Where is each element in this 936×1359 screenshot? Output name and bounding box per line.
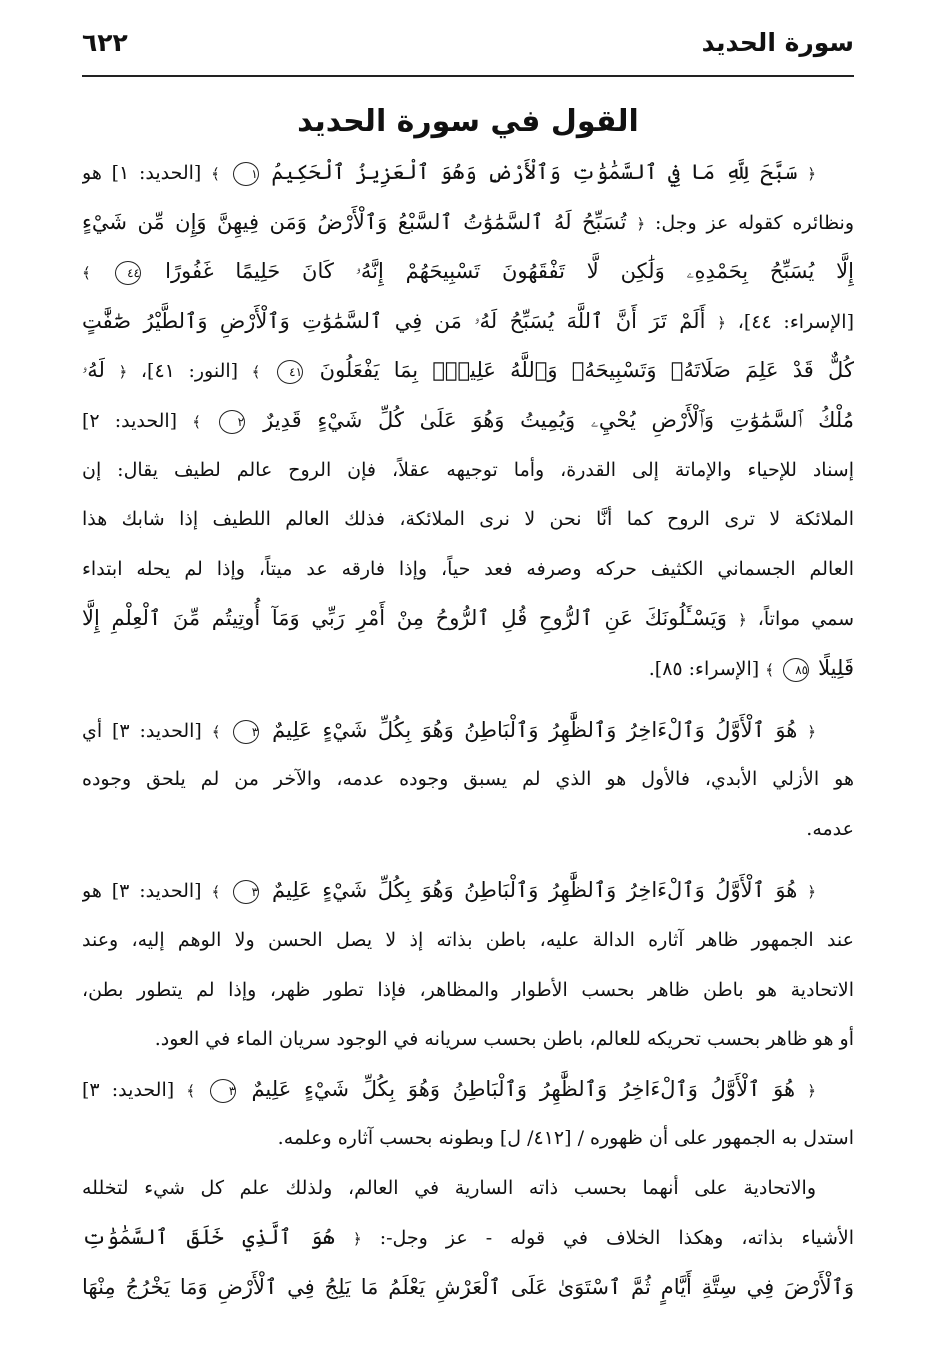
quran-verse: أَلَمْ تَرَ أَنَّ ٱللَّهَ يُسَبِّحُ لَهُۥ مَن فِي ٱلسَّمَٰوَٰتِ وَٱلْأَرْضِ وَٱلطَّيْرُ صَٰٓفَّٰتٍ: [82, 308, 706, 333]
section-title: القول في سورة الحديد: [297, 104, 639, 139]
quran-verse: كُلٌّ قَدْ عَلِمَ صَلَاتَهُۥ وَتَسْبِيحَهُۥ وَٱللَّهُ عَلِيمٌۢ بِمَا يَفْعَلُونَ: [319, 358, 854, 383]
ayah-number-marker: ٣: [210, 1079, 236, 1103]
commentary-text: استدل به الجمهور على أن ظهوره / [٤١٢/ ل] وبطونه بحسب آثاره وعلمه.: [277, 1127, 854, 1150]
text-line: [82, 1213, 854, 1263]
text-line: [82, 1164, 854, 1214]
quran-open-bracket: ﴿: [807, 722, 816, 741]
commentary-text: والاتحادية على أنهما بحسب ذاته السارية في العالم، ولذلك علم كل شيء لتخلله: [82, 1176, 816, 1199]
quran-verse: وَيَسْـَٔلُونَكَ عَنِ ٱلرُّوحِ قُلِ ٱلرُّوحُ مِنْ أَمْرِ رَبِّي وَمَآ أُوتِيتُم مِّنَ ٱلْعِلْمِ إِلَّا: [82, 606, 727, 631]
verse-reference: [الحديد: ٣] أي: [82, 719, 202, 742]
quran-close-bracket: ﴾: [211, 722, 221, 741]
quran-open-bracket: ﴿: [807, 1081, 817, 1100]
paragraph-gap: [82, 854, 854, 866]
commentary-text: الاتحادية هو باطن ظاهر بحسب الأطوار والمظاهر، فإذا تطور ظهر، وإذا لم يتطور بطن،: [82, 978, 854, 1001]
text-line: [82, 1114, 854, 1164]
quran-verse: مُلْكُ ٱلسَّمَٰوَٰتِ وَٱلْأَرْضِ يُحْيِۦ وَيُمِيتُ وَهُوَ عَلَىٰ كُلِّ شَيْءٍ قَدِيرٌ: [263, 407, 854, 432]
text-line: [82, 396, 854, 446]
text-line: [82, 644, 854, 694]
ayah-number-marker: ١: [233, 162, 259, 186]
quran-verse: هُوَ ٱلْأَوَّلُ وَٱلْءَاخِرُ وَٱلظَّٰهِرُ وَٱلْبَاطِنُ وَهُوَ بِكُلِّ شَيْءٍ عَلِيمٌ: [272, 717, 798, 742]
quran-open-bracket: ﴿: [352, 1230, 362, 1249]
text-line: [82, 446, 854, 496]
quran-verse: وَٱلْأَرْضَ فِي سِتَّةِ أَيَّامٍ ثُمَّ ٱسْتَوَىٰ عَلَى ٱلْعَرْشِ يَعْلَمُ مَا يَلِجُ فِي ٱلْأَرْضِ وَمَا يَخْرُجُ مِنْهَا: [82, 1275, 854, 1300]
text-line: [82, 495, 854, 545]
verse-reference: [الحديد: ١] هو: [82, 162, 202, 184]
quran-open-bracket: ﴿: [636, 214, 646, 233]
text-line: [82, 866, 854, 916]
ayah-number-marker: ٨٥: [783, 658, 809, 682]
text-line: [82, 755, 854, 805]
text-line: [82, 966, 854, 1016]
commentary-text: عدمه.: [806, 817, 854, 840]
verse-reference: [الحديد: ٢]: [82, 409, 178, 432]
body-text: [82, 148, 854, 1313]
quran-verse: إِلَّا يُسَبِّحُ بِحَمْدِهِۦ وَلَٰكِن لَّا تَفْقَهُونَ تَسْبِيحَهُمْ إِنَّهُۥ كَانَ حَلِيمًا غَفُورًا: [165, 259, 854, 284]
text-line: [82, 346, 854, 396]
text-line: [82, 916, 854, 966]
quran-close-bracket: ﴾: [192, 412, 201, 431]
verse-reference: [النور: ٤١]،: [140, 360, 239, 383]
commentary-text: سمي مواتاً،: [757, 608, 854, 631]
commentary-text: الأشياء بذاته، وهكذا الخلاف في قوله - عز وجل-:: [379, 1227, 854, 1250]
quran-open-bracket: ﴿: [807, 883, 817, 902]
commentary-text: ونظائره كقوله عز وجل:: [654, 211, 854, 234]
ayah-number-marker: ٤٤: [115, 261, 141, 285]
quran-close-bracket: ﴾: [82, 264, 91, 283]
text-line: [82, 297, 854, 347]
surah-name: سورة الحديد: [701, 28, 854, 57]
quran-verse: هُوَ ٱلْأَوَّلُ وَٱلْءَاخِرُ وَٱلظَّٰهِرُ وَٱلْبَاطِنُ وَهُوَ بِكُلِّ شَيْءٍ عَلِيمٌ: [272, 878, 798, 903]
commentary-text: العالم الجسماني الكثيف حركه وصرفه فعد حياً، وإذا فارقه عد ميتاً، وإذا لم يحله ابتداء: [82, 557, 854, 580]
text-line: [82, 1263, 854, 1313]
text-line: [82, 148, 854, 198]
verse-reference: [الإسراء: ٤٤]،: [737, 310, 854, 333]
paragraph-gap: [82, 694, 854, 706]
quran-open-bracket: ﴿: [807, 165, 816, 183]
quran-verse: قَلِيلًا: [818, 655, 854, 680]
running-header: [82, 28, 854, 72]
verse-reference: [الحديد: ٣] هو: [82, 880, 202, 903]
text-line: [82, 247, 854, 297]
text-line: [82, 198, 854, 248]
commentary-text: أو هو ظاهر بحسب تحريكه للعالم، باطن بحسب سريانه في الوجود سريان الماء في العود.: [154, 1028, 854, 1051]
quran-close-bracket: ﴾: [186, 1081, 196, 1100]
text-line: [82, 805, 854, 855]
text-line: [82, 545, 854, 595]
quran-open-bracket: ﴿: [717, 313, 726, 332]
quran-close-bracket: ﴾: [211, 165, 220, 183]
ayah-number-marker: ٣: [233, 720, 259, 744]
text-line: [82, 1065, 854, 1115]
ayah-number-marker: ٤١: [277, 360, 303, 384]
commentary-text: عند الجمهور ظاهر آثاره الدالة عليه، باطن بذاته إذ لا يصل الحسن ولا الوهم إليه، وعند: [82, 928, 854, 951]
header-divider: [82, 75, 854, 77]
ayah-number-marker: ٣: [233, 880, 259, 904]
quran-verse: هُوَ ٱلْأَوَّلُ وَٱلْءَاخِرُ وَٱلظَّٰهِرُ وَٱلْبَاطِنُ وَهُوَ بِكُلِّ شَيْءٍ عَلِيمٌ: [251, 1076, 796, 1101]
quran-verse: تُسَبِّحُ لَهُ ٱلسَّمَٰوَٰتُ ٱلسَّبْعُ وَٱلْأَرْضُ وَمَن فِيهِنَّ وَإِن مِّن شَيْءٍ: [82, 209, 627, 234]
commentary-text: هو الأزلي الأبدي، فالأول هو الذي لم يسبق وجوده عدمه، والآخر من لم يلحق وجوده: [82, 768, 854, 791]
quran-open-bracket: ﴿: [737, 611, 747, 630]
verse-reference: [الحديد: ٣]: [82, 1078, 175, 1101]
quran-verse: لَهُۥ: [82, 358, 105, 383]
verse-reference: [الإسراء: ٨٥].: [648, 657, 760, 680]
quran-close-bracket: ﴾: [251, 363, 261, 382]
quran-verse: سَبَّحَ لِلَّهِ مَا فِي ٱلسَّمَٰوَٰتِ وَٱلْأَرْضِ وَهُوَ ٱلْعَزِيزُ ٱلْحَكِيمُ: [271, 160, 798, 184]
ayah-number-marker: ٢: [219, 410, 245, 434]
quran-open-bracket: ﴿: [118, 363, 128, 382]
page-number: ٦٢٢: [82, 28, 128, 57]
quran-close-bracket: ﴾: [765, 660, 775, 679]
text-line: [82, 706, 854, 756]
text-line: [82, 594, 854, 644]
quran-verse: هُوَ ٱلَّذِي خَلَقَ ٱلسَّمَٰوَٰتِ: [82, 1225, 335, 1250]
quran-close-bracket: ﴾: [211, 883, 221, 902]
text-line: [82, 1015, 854, 1065]
commentary-text: الملائكة لا ترى الروح كما أنَّا نحن لا نرى الملائكة، فذلك العالم اللطيف إذا شابك هذا: [82, 508, 854, 531]
commentary-text: إسناد للإحياء والإماتة إلى القدرة، وأما توجيهه عقلاً، فإن الروح عالم لطيف يقال: إن: [82, 458, 854, 481]
